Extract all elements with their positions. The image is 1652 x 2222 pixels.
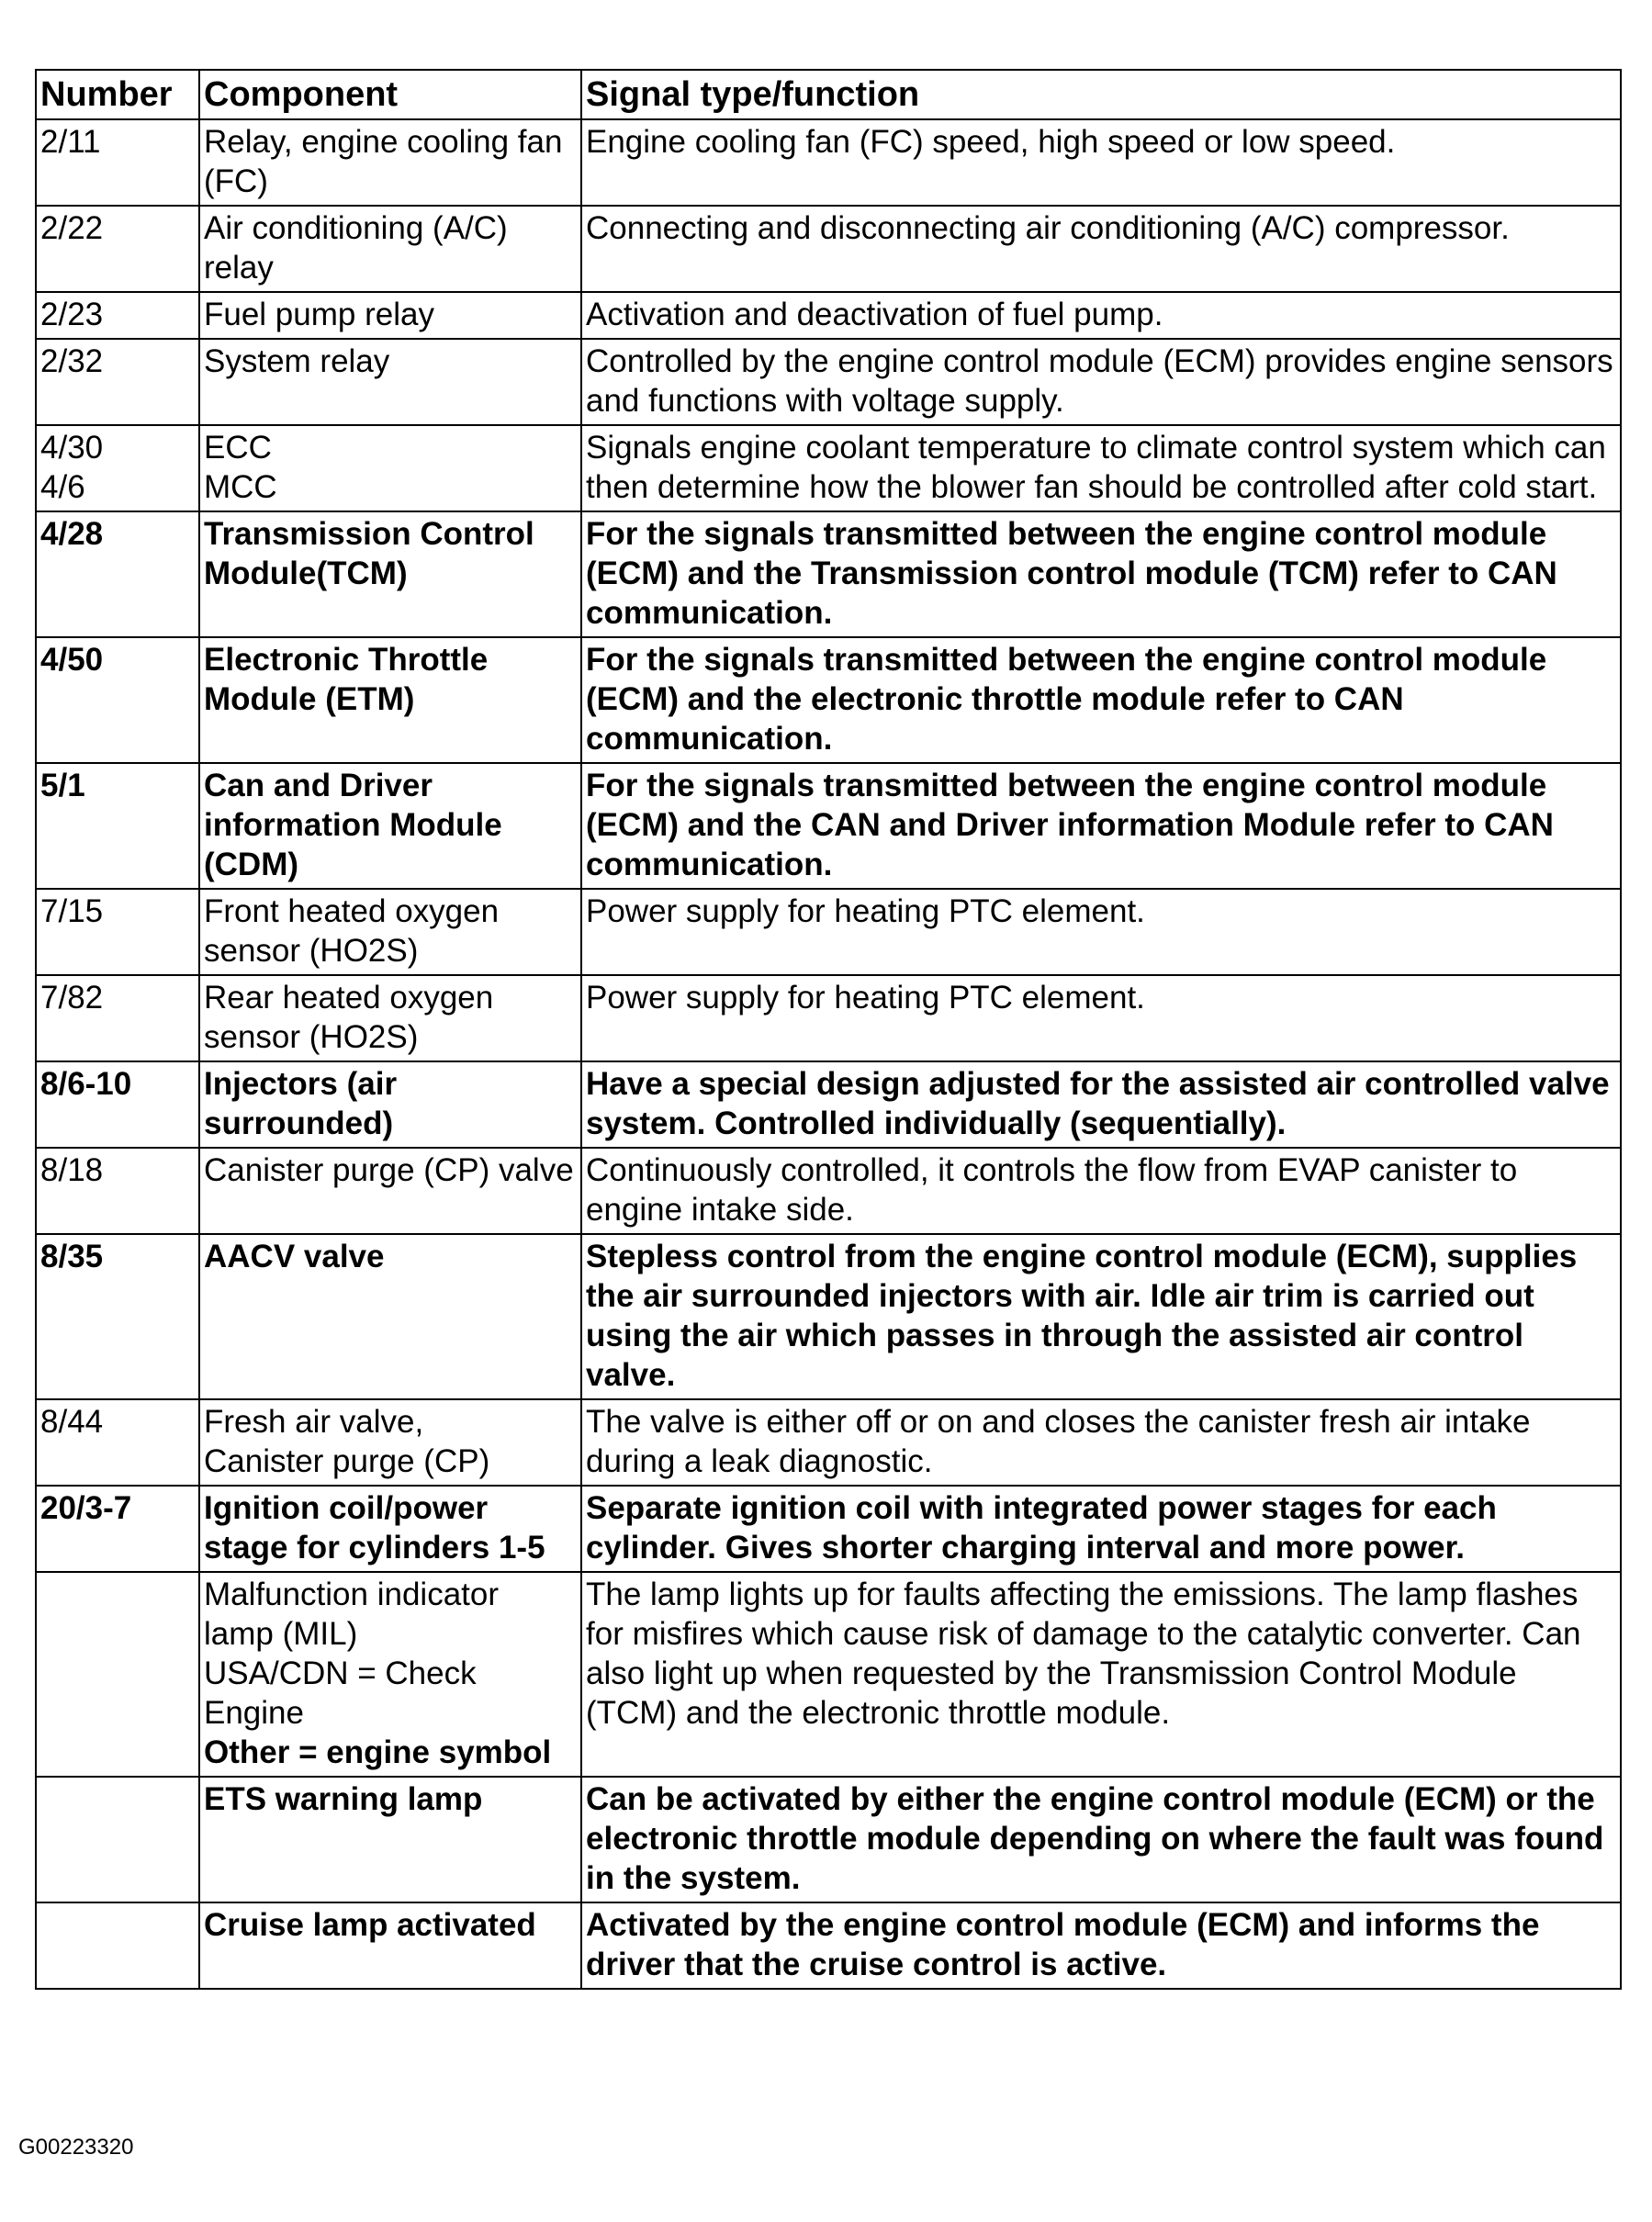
table-row — [36, 1399, 1621, 1486]
cell-number: 8/35 — [36, 1234, 199, 1399]
cell-component: Canister purge (CP) valve — [199, 1148, 581, 1234]
cell-number — [36, 1572, 199, 1777]
cell-component: Cruise lamp activated — [199, 1902, 581, 1989]
table-row — [36, 511, 1621, 637]
table-row — [36, 889, 1621, 975]
cell-number: 2/11 — [36, 119, 199, 206]
number-line: 4/30 — [40, 430, 104, 466]
header-component: Component — [199, 70, 581, 119]
cell-component: Relay, engine cooling fan (FC) — [199, 119, 581, 206]
table-row — [36, 339, 1621, 425]
table-row — [36, 763, 1621, 889]
cell-number: 5/1 — [36, 763, 199, 889]
cell-component: Can and Driver information Module (CDM) — [199, 763, 581, 889]
cell-number: 20/3-7 — [36, 1486, 199, 1572]
cell-number: 4/50 — [36, 637, 199, 763]
table-row — [36, 292, 1621, 339]
cell-component: Injectors (air surrounded) — [199, 1061, 581, 1148]
cell-function: Power supply for heating PTC element. — [581, 975, 1621, 1061]
component-line-bold: Other = engine symbol — [204, 1734, 552, 1770]
table-row — [36, 425, 1621, 511]
cell-function: For the signals transmitted between the engine control module (ECM) and the Transmission control module (TCM) refer to CAN communication. — [581, 511, 1621, 637]
figure-id: G00223320 — [18, 2135, 134, 2160]
cell-component — [199, 1572, 581, 1777]
cell-function: Activation and deactivation of fuel pump. — [581, 292, 1621, 339]
table-row — [36, 119, 1621, 206]
header-row — [36, 70, 1621, 119]
cell-number: 8/18 — [36, 1148, 199, 1234]
cell-number: 8/6-10 — [36, 1061, 199, 1148]
cell-number: 2/23 — [36, 292, 199, 339]
component-line: ECC — [204, 430, 272, 466]
table-row — [36, 1902, 1621, 1989]
cell-number: 2/22 — [36, 206, 199, 292]
cell-function: Activated by the engine control module (ECM) and informs the driver that the cruise control is active. — [581, 1902, 1621, 1989]
cell-component: Front heated oxygen sensor (HO2S) — [199, 889, 581, 975]
cell-number — [36, 425, 199, 511]
cell-function: Controlled by the engine control module (ECM) provides engine sensors and functions with voltage supply. — [581, 339, 1621, 425]
cell-component: Transmission Control Module(TCM) — [199, 511, 581, 637]
table-row — [36, 1148, 1621, 1234]
table-row — [36, 1061, 1621, 1148]
cell-number: 7/15 — [36, 889, 199, 975]
table-row — [36, 1572, 1621, 1777]
table-row — [36, 206, 1621, 292]
cell-function: Have a special design adjusted for the assisted air controlled valve system. Controlled individually (sequentially). — [581, 1061, 1621, 1148]
cell-component: System relay — [199, 339, 581, 425]
cell-number: 8/44 — [36, 1399, 199, 1486]
component-line: USA/CDN = Check Engine — [204, 1655, 477, 1731]
table-row — [36, 1486, 1621, 1572]
component-line: MCC — [204, 469, 277, 505]
table-row — [36, 1777, 1621, 1902]
cell-component: Ignition coil/power stage for cylinders 1-5 — [199, 1486, 581, 1572]
number-line: 4/6 — [40, 469, 85, 505]
cell-function: The valve is either off or on and closes the canister fresh air intake during a leak diagnostic. — [581, 1399, 1621, 1486]
component-line: Fresh air valve, — [204, 1404, 424, 1440]
cell-component: Air conditioning (A/C) relay — [199, 206, 581, 292]
cell-number: 7/82 — [36, 975, 199, 1061]
cell-component: AACV valve — [199, 1234, 581, 1399]
cell-component — [199, 425, 581, 511]
cell-function: Engine cooling fan (FC) speed, high speed or low speed. — [581, 119, 1621, 206]
table-row — [36, 1234, 1621, 1399]
cell-function: Signals engine coolant temperature to climate control system which can then determine how the blower fan should be controlled after cold start. — [581, 425, 1621, 511]
cell-number — [36, 1902, 199, 1989]
cell-function: Power supply for heating PTC element. — [581, 889, 1621, 975]
cell-number: 2/32 — [36, 339, 199, 425]
cell-component: Rear heated oxygen sensor (HO2S) — [199, 975, 581, 1061]
cell-function: Continuously controlled, it controls the flow from EVAP canister to engine intake side. — [581, 1148, 1621, 1234]
component-line: Malfunction indicator lamp (MIL) — [204, 1577, 499, 1652]
header-signal-function: Signal type/function — [581, 70, 1621, 119]
cell-function: Stepless control from the engine control module (ECM), supplies the air surrounded injectors with air. Idle air trim is carried out using the air which passes in through the assisted air control valve. — [581, 1234, 1621, 1399]
cell-function: The lamp lights up for faults affecting the emissions. The lamp flashes for misfires which cause risk of damage to the catalytic converter. Can also light up when requested by the Transmission Control Module (TCM) and the electronic throttle module. — [581, 1572, 1621, 1777]
cell-function: Connecting and disconnecting air conditioning (A/C) compressor. — [581, 206, 1621, 292]
table-row — [36, 975, 1621, 1061]
cell-component — [199, 1399, 581, 1486]
component-table — [35, 69, 1622, 1990]
cell-function: For the signals transmitted between the engine control module (ECM) and the CAN and Driver information Module refer to CAN communication. — [581, 763, 1621, 889]
cell-function: Separate ignition coil with integrated power stages for each cylinder. Gives shorter charging interval and more power. — [581, 1486, 1621, 1572]
component-line: Canister purge (CP) — [204, 1443, 490, 1479]
cell-number: 4/28 — [36, 511, 199, 637]
cell-number — [36, 1777, 199, 1902]
cell-component: Fuel pump relay — [199, 292, 581, 339]
cell-component: Electronic Throttle Module (ETM) — [199, 637, 581, 763]
cell-function: Can be activated by either the engine control module (ECM) or the electronic throttle module depending on where the fault was found in the system. — [581, 1777, 1621, 1902]
table-row — [36, 637, 1621, 763]
header-number: Number — [36, 70, 199, 119]
cell-component: ETS warning lamp — [199, 1777, 581, 1902]
cell-function: For the signals transmitted between the engine control module (ECM) and the electronic throttle module refer to CAN communication. — [581, 637, 1621, 763]
